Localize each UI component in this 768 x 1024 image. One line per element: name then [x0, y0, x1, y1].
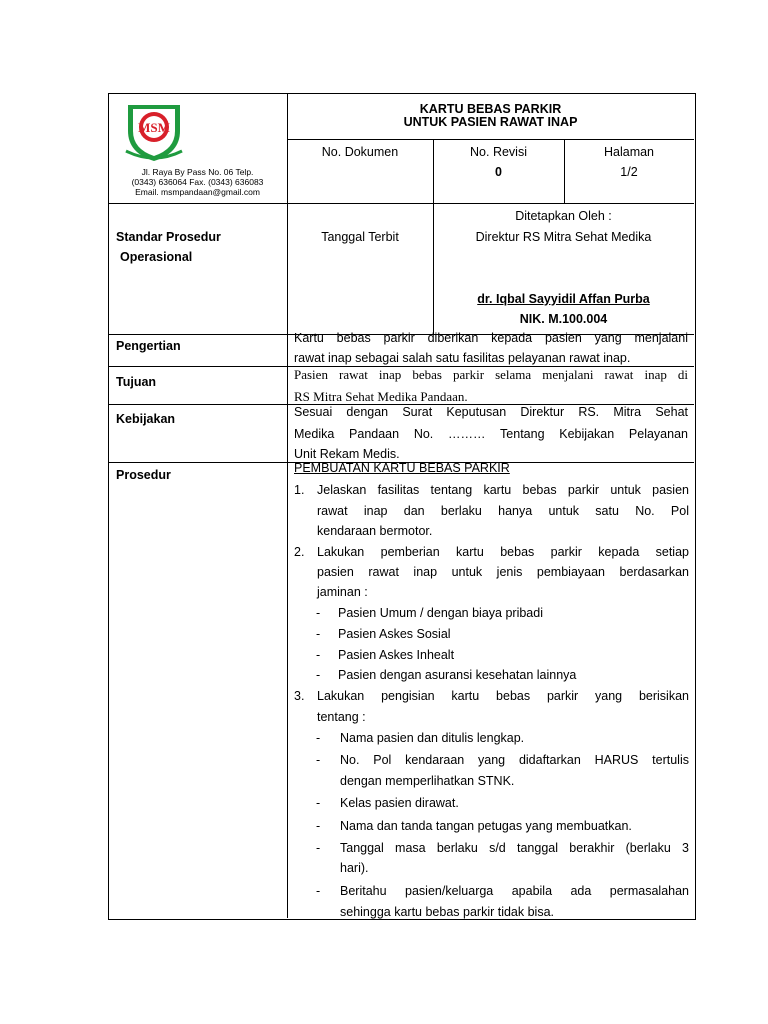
halaman-value: 1/2 [620, 165, 638, 179]
bullet-dash: - [316, 648, 321, 662]
list-item: Nama dan tanda tangan petugas yang membuatkan. [340, 819, 632, 833]
no-revisi-value: 0 [495, 165, 502, 179]
list-item: Pasien Askes Inhealt [338, 648, 455, 662]
bullet-dash: - [316, 606, 321, 620]
pengertian-text: rawat inap sebagai salah satu fasilitas pelayanan rawat inap. [294, 351, 631, 365]
step-text: jaminan : [317, 585, 368, 599]
no-revisi-label: No. Revisi [470, 145, 527, 159]
divider [287, 93, 288, 918]
bullet-dash: - [316, 627, 321, 641]
tujuan-text: Pasien rawat inap bebas parkir selama menjalani rawat inap di [294, 367, 688, 382]
sop-label: Operasional [120, 250, 193, 264]
ditetapkan-label: Ditetapkan Oleh : [515, 209, 612, 223]
tujuan-label: Tujuan [116, 375, 157, 389]
tujuan-text: RS Mitra Sehat Medika Pandaan. [294, 389, 468, 404]
sop-label: Standar Prosedur [116, 230, 221, 244]
direktur-title: Direktur RS Mitra Sehat Medika [475, 230, 652, 244]
prosedur-label: Prosedur [116, 468, 171, 482]
step-text: rawat inap dan berlaku hanya untuk satu No. Pol [317, 504, 689, 518]
bullet-dash: - [316, 819, 321, 833]
step-number: 1. [294, 483, 305, 497]
signer-nik: NIK. M.100.004 [519, 312, 608, 326]
step-text: tentang : [317, 710, 366, 724]
step-text: Jelaskan fasilitas tentang kartu bebas parkir untuk pasien [317, 483, 689, 497]
bullet-dash: - [316, 796, 321, 810]
document-subtitle: UNTUK PASIEN RAWAT INAP [403, 115, 578, 129]
kebijakan-text: Unit Rekam Medis. [294, 447, 400, 461]
divider [287, 139, 694, 140]
logo-text: MSM [138, 120, 170, 135]
list-item: Tanggal masa berlaku s/d tanggal berakhir (berlaku 3 [340, 841, 689, 855]
kebijakan-label: Kebijakan [116, 412, 176, 426]
email-line: Email. msmpandaan@gmail.com [135, 187, 260, 197]
step-text: kendaraan bermotor. [317, 524, 433, 538]
tanggal-terbit-label: Tanggal Terbit [321, 230, 399, 244]
step-text: Lakukan pemberian kartu bebas parkir kepada setiap [317, 545, 689, 559]
step-number: 2. [294, 545, 305, 559]
list-item: Pasien dengan asuransi kesehatan lainnya [338, 668, 577, 682]
pengertian-text: Kartu bebas parkir diberikan kepada pasien yang menjalani [294, 331, 688, 345]
list-item: Kelas pasien dirawat. [340, 796, 459, 810]
prosedur-heading: PEMBUATAN KARTU BEBAS PARKIR [294, 461, 510, 475]
address-line: Jl. Raya By Pass No. 06 Telp. [141, 167, 254, 177]
list-item: hari). [340, 861, 369, 875]
divider [108, 203, 694, 204]
list-item: dengan memperlihatkan STNK. [340, 774, 515, 788]
kebijakan-text: Medika Pandaan No. ……… Tentang Kebijakan Pelayanan [294, 427, 688, 441]
list-item: Pasien Askes Sosial [338, 627, 451, 641]
list-item: Nama pasien dan ditulis lengkap. [340, 731, 525, 745]
list-item: No. Pol kendaraan yang didaftarkan HARUS tertulis [340, 753, 689, 767]
halaman-label: Halaman [603, 145, 655, 159]
sop-document [108, 93, 695, 919]
document-title: KARTU BEBAS PARKIR [419, 102, 562, 116]
bullet-dash: - [316, 668, 321, 682]
list-item: sehingga kartu bebas parkir tidak bisa. [340, 905, 555, 919]
signer-name: dr. Iqbal Sayyidil Affan Purba [477, 292, 650, 306]
no-dokumen-label: No. Dokumen [321, 145, 399, 159]
phone-fax-line: (0343) 636064 Fax. (0343) 636083 [131, 177, 264, 187]
bullet-dash: - [316, 841, 321, 855]
step-number: 3. [294, 689, 305, 703]
list-item: Beritahu pasien/keluarga apabila ada permasalahan [340, 884, 689, 898]
bullet-dash: - [316, 753, 321, 767]
hospital-logo [122, 97, 186, 165]
bullet-dash: - [316, 884, 321, 898]
list-item: Pasien Umum / dengan biaya pribadi [338, 606, 543, 620]
step-text: Lakukan pengisian kartu bebas parkir yang berisikan [317, 689, 689, 703]
step-text: pasien rawat inap untuk jenis pembiayaan berdasarkan [317, 565, 689, 579]
bullet-dash: - [316, 731, 321, 745]
pengertian-label: Pengertian [116, 339, 181, 353]
kebijakan-text: Sesuai dengan Surat Keputusan Direktur RS. Mitra Sehat [294, 405, 688, 419]
